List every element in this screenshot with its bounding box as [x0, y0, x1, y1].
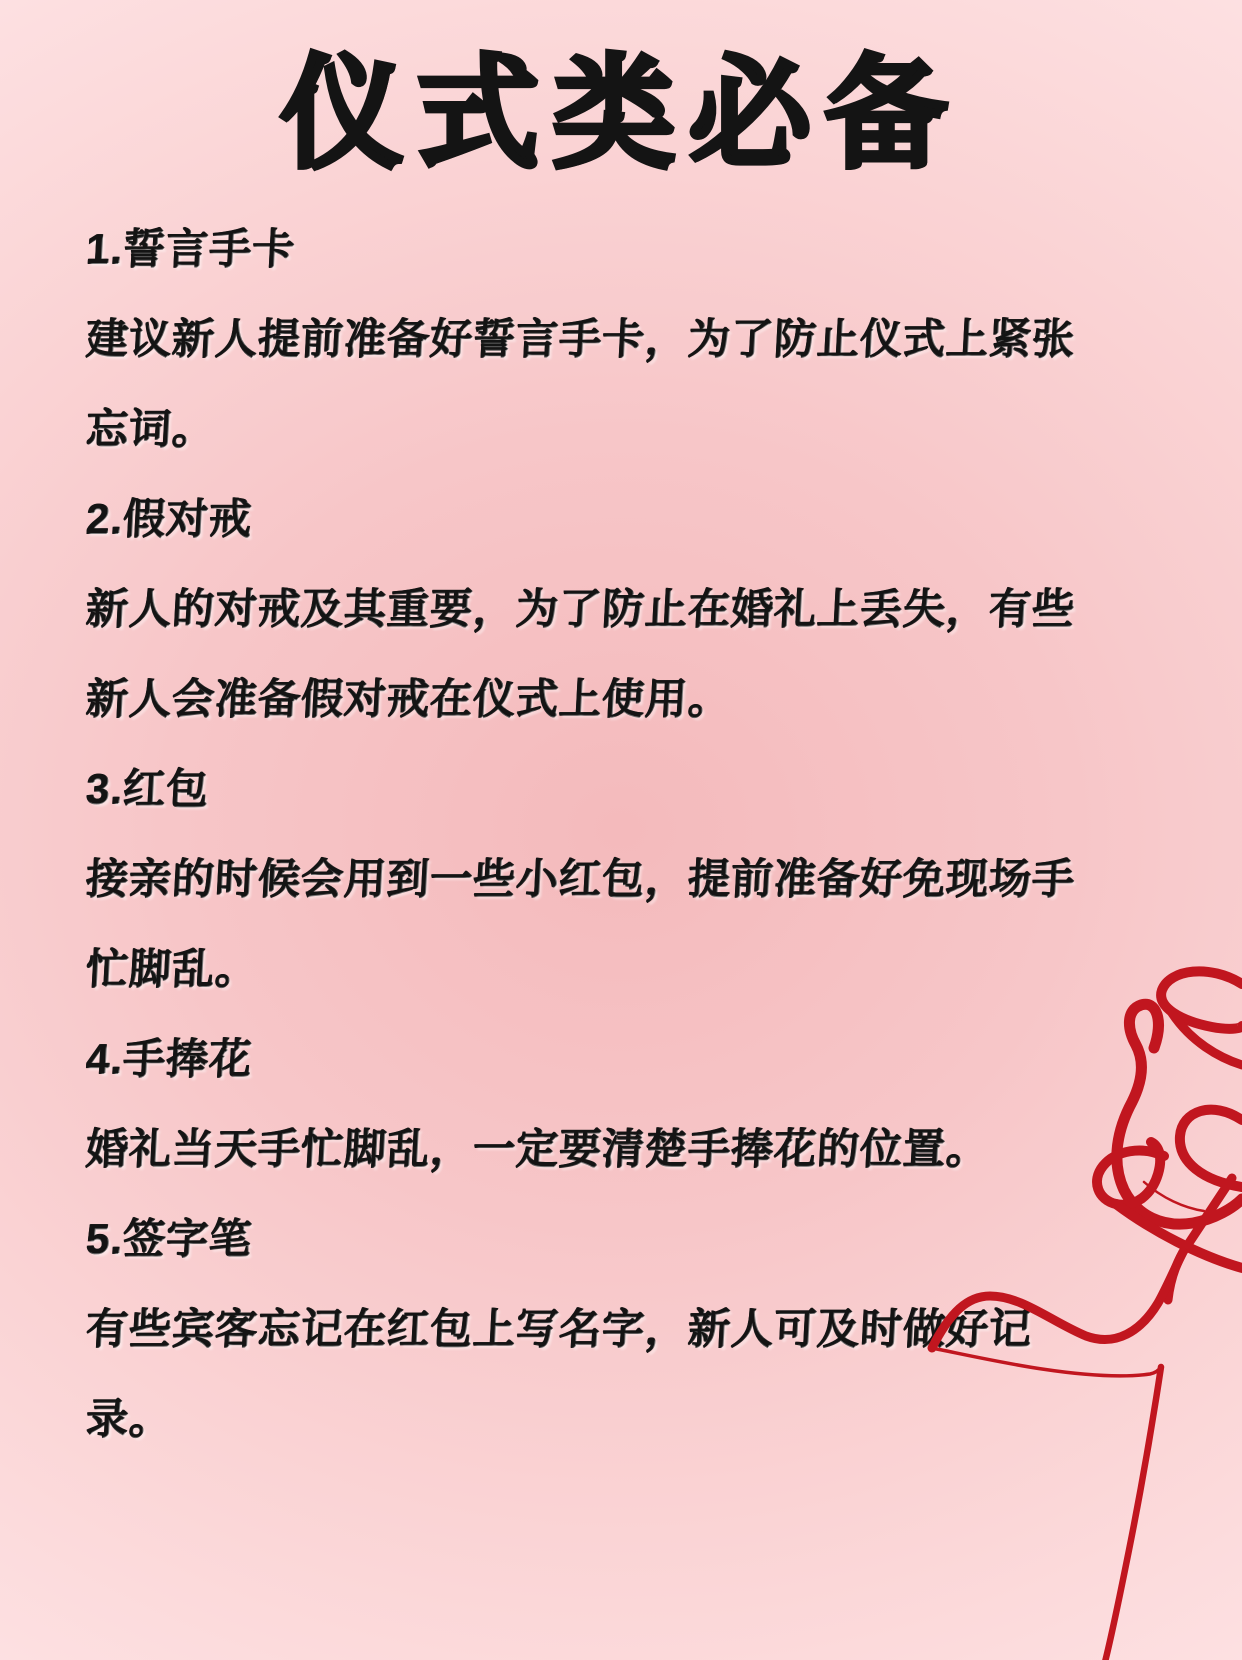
section-1-line: 忘词。: [84, 405, 217, 452]
section-5-heading: 5.签字笔: [84, 1215, 254, 1262]
section-1-heading: 1.誓言手卡: [84, 225, 297, 272]
section-1-line: 建议新人提前准备好誓言手卡，为了防止仪式上紧张: [84, 315, 1077, 362]
section-2-line: 新人会准备假对戒在仪式上使用。: [84, 675, 733, 722]
checklist-content: [86, 201, 1202, 1461]
section-3-heading: 3.红包: [84, 765, 211, 812]
section-3-line: 忙脚乱。: [84, 945, 260, 992]
section-5-line: 录。: [84, 1395, 174, 1442]
section-5-line: 有些宾客忘记在红包上写名字，新人可及时做好记: [84, 1305, 1034, 1352]
page-title: 仪式类必备: [281, 46, 961, 182]
section-2-line: 新人的对戒及其重要，为了防止在婚礼上丢失，有些: [84, 585, 1077, 632]
section-2-heading: 2.假对戒: [84, 495, 254, 542]
section-4-line: 婚礼当天手忙脚乱，一定要清楚手捧花的位置。: [84, 1125, 991, 1172]
section-3-line: 接亲的时候会用到一些小红包，提前准备好免现场手: [84, 855, 1077, 902]
section-4-heading: 4.手捧花: [84, 1035, 254, 1082]
